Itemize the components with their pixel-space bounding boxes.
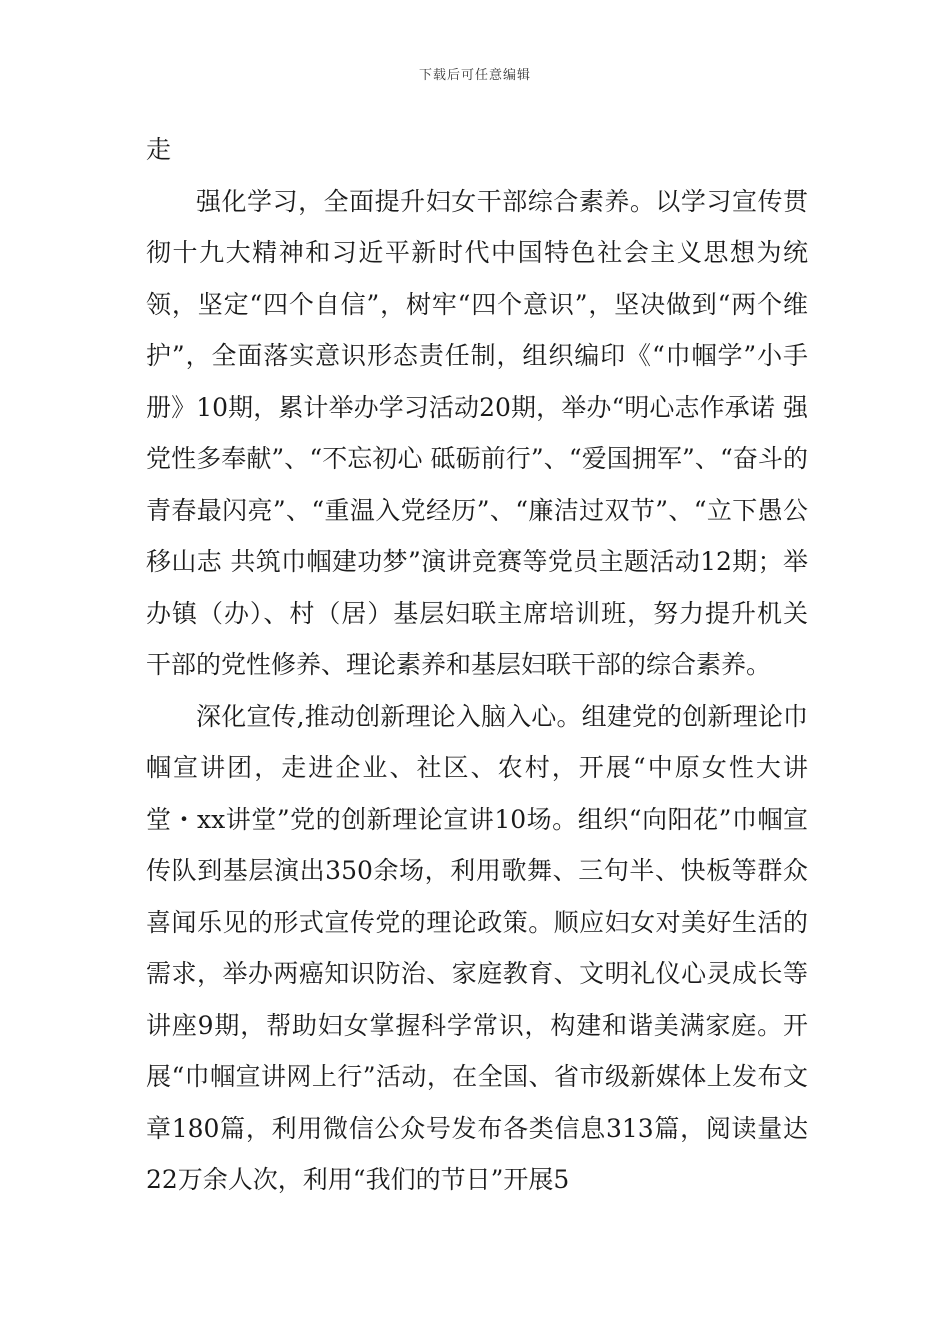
- paragraph-study: 强化学习，全面提升妇女干部综合素养。以学习宣传贯彻十九大精神和习近平新时代中国特色社会主义思想为统领，坚定“四个自信”，树牢“四个意识”，坚决做到“两个维护”，全面落实意识形态责任制，组织编印《“巾帼学”小手册》10期，累计举办学习活动20期，举办“明心志作承诺 强党性多奉献”、“不忘初心 砥砺前行”、“爱国拥军”、“奋斗的青春最闪亮”、“重温入党经历”、“廉洁过双节”、“立下愚公移山志 共筑巾帼建功梦”演讲竞赛等党员主题活动12期；举办镇（办）、村（居）基层妇联主席培训班，努力提升机关干部的党性修养、理论素养和基层妇联干部的综合素养。: [146, 186, 808, 679]
- paragraph-continuation: 走: [146, 135, 172, 164]
- page-header: 下载后可任意编辑: [418, 68, 531, 83]
- body-text: [146, 124, 808, 1206]
- paragraph-publicity: 深化宣传,推动创新理论入脑入心。组建党的创新理论巾帼宣讲团，走进企业、社区、农村，开展“中原女性大讲堂・xx讲堂”党的创新理论宣讲10场。组织“向阳花”巾帼宣传队到基层演出350余场，利用歌舞、三句半、快板等群众喜闻乐见的形式宣传党的理论政策。顺应妇女对美好生活的需求，举办两癌知识防治、家庭教育、文明礼仪心灵成长等讲座9期，帮助妇女掌握科学常识，构建和谐美满家庭。开展“巾帼宣讲网上行”活动，在全国、省市级新媒体上发布文章180篇，利用微信公众号发布各类信息313篇，阅读量达22万余人次，利用“我们的节日”开展5: [146, 701, 808, 1194]
